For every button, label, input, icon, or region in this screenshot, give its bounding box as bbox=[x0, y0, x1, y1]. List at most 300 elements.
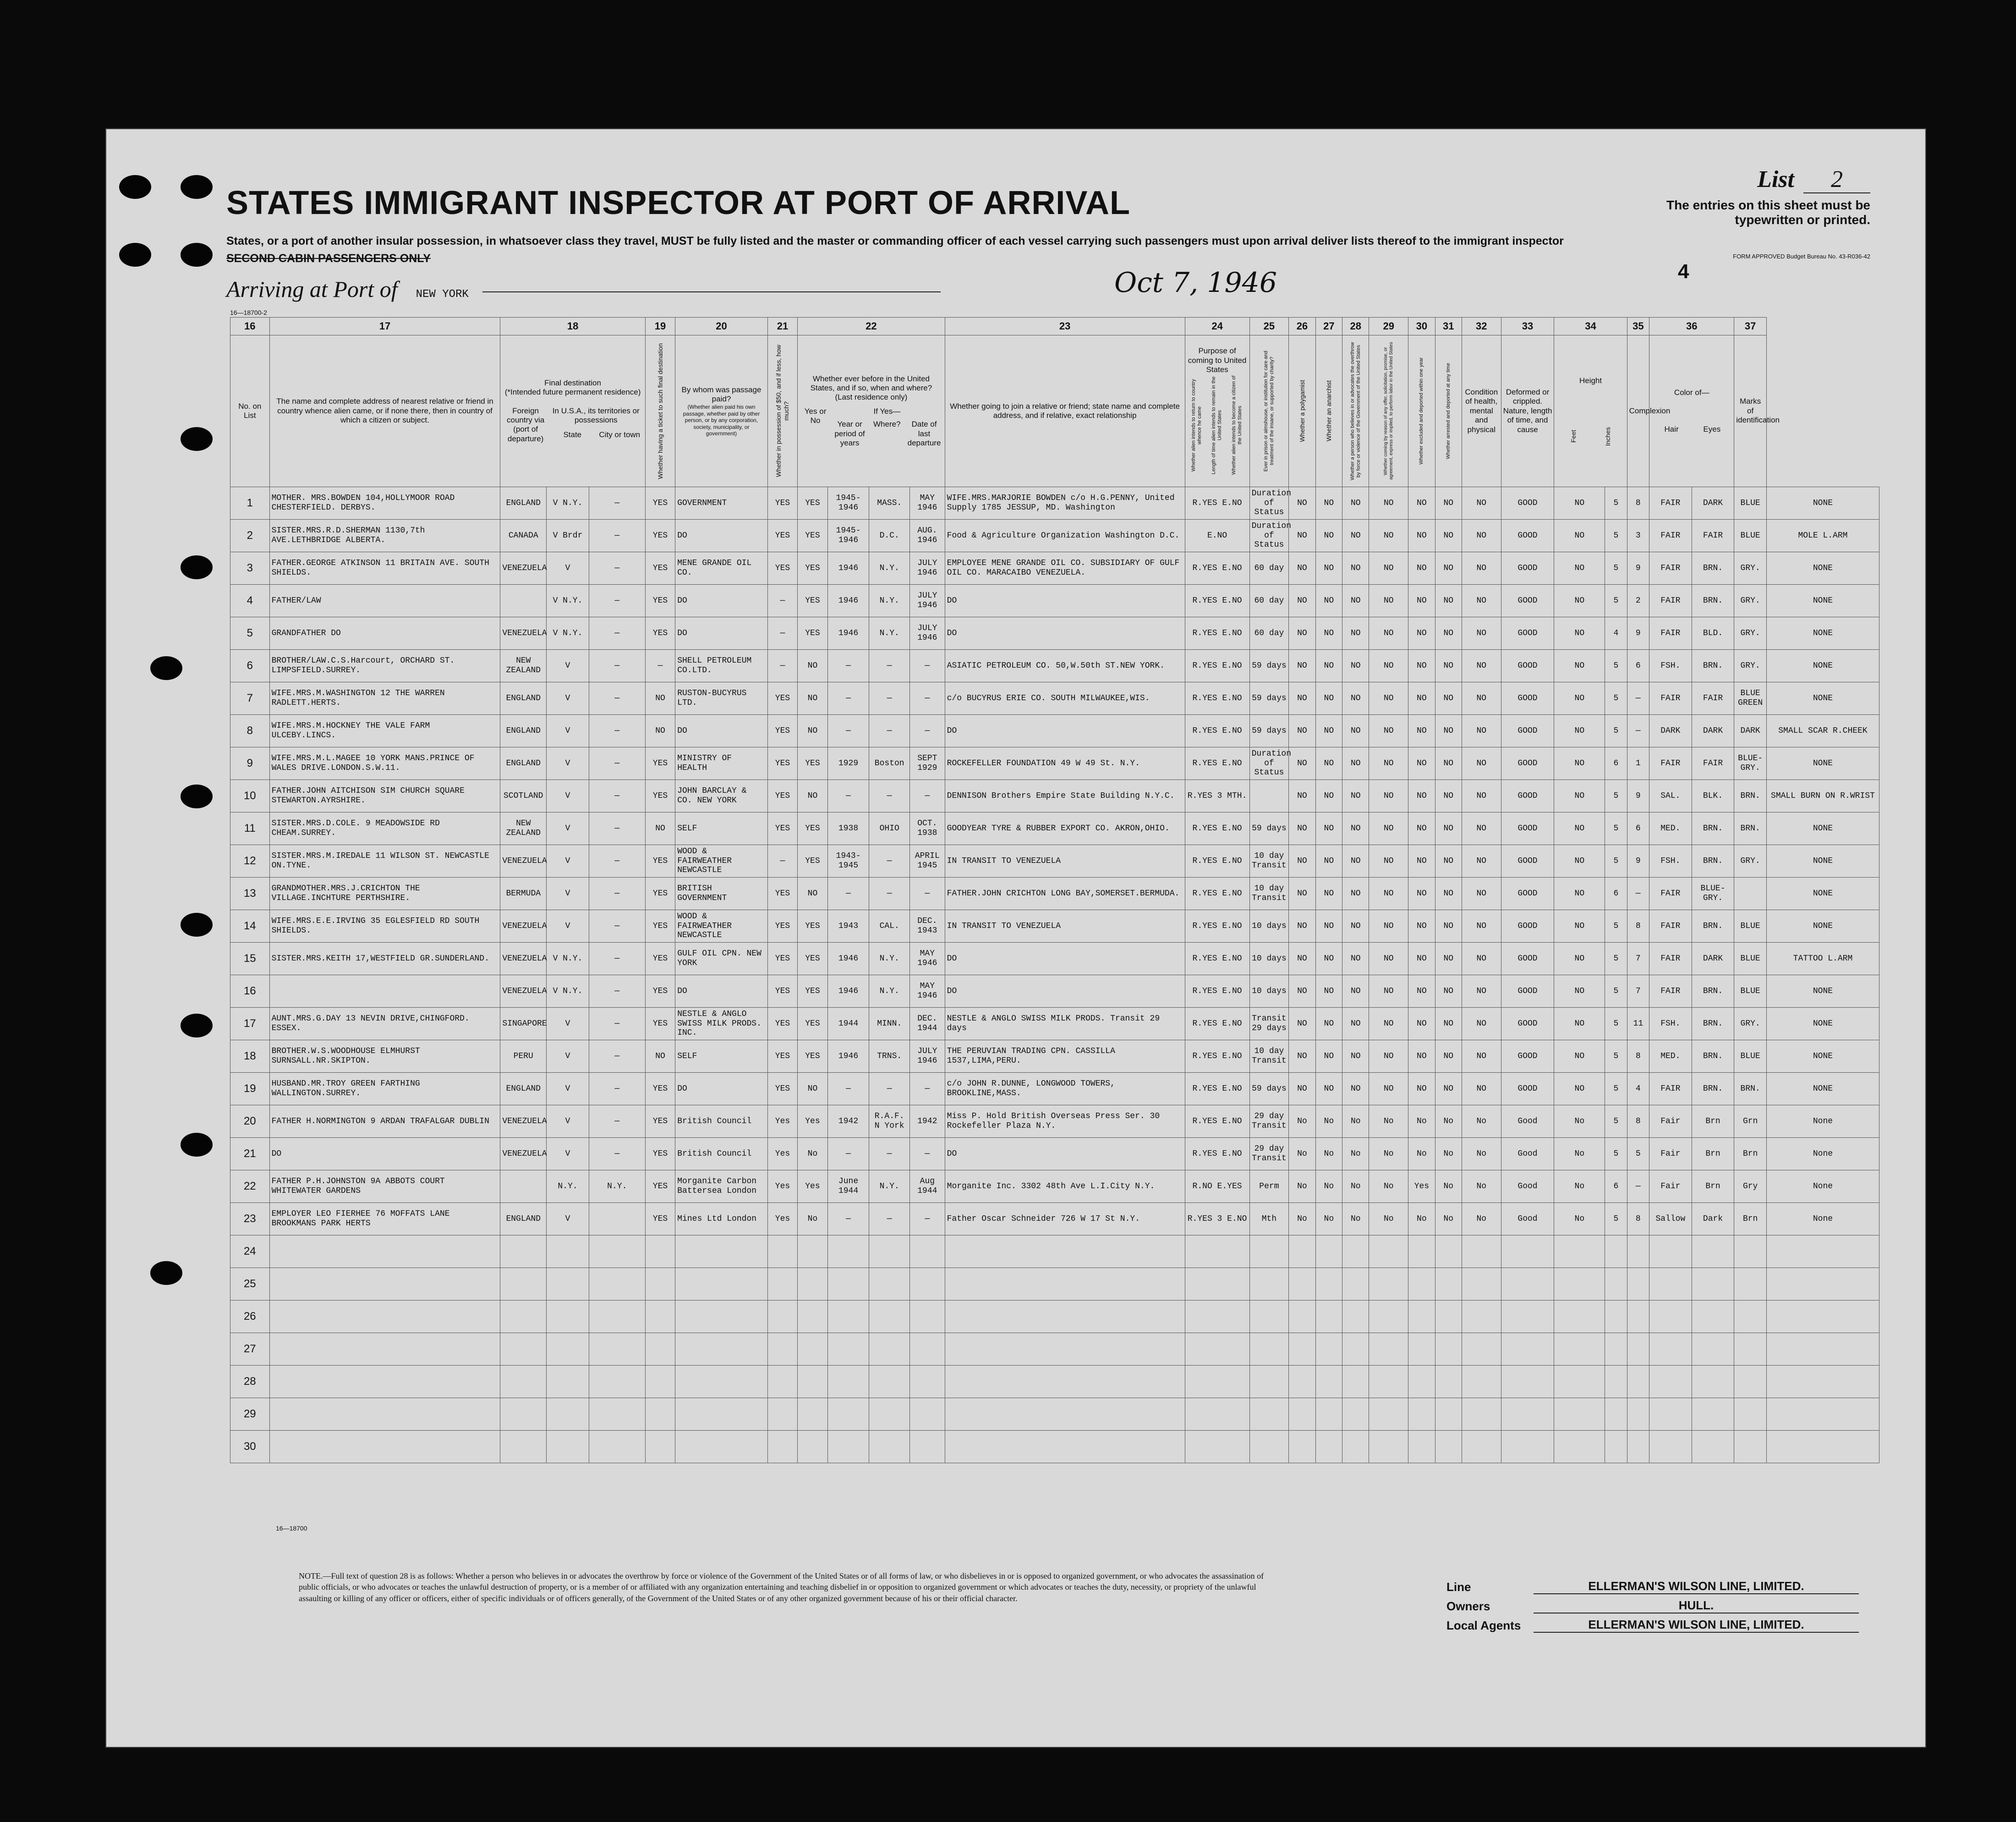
cell-length: 59 days bbox=[1249, 1073, 1289, 1105]
table-row bbox=[230, 1301, 1879, 1333]
cell-prison: NO bbox=[1289, 845, 1315, 878]
cell-complexion: DARK bbox=[1649, 715, 1692, 747]
cell-marks: NONE bbox=[1766, 1040, 1879, 1073]
cell-city: — bbox=[589, 585, 645, 617]
cell-anarchist: No bbox=[1342, 1138, 1369, 1170]
cell-before: Yes bbox=[798, 1170, 827, 1203]
cell-prison bbox=[1289, 1398, 1315, 1431]
cell-excluded: NO bbox=[1435, 520, 1462, 552]
column-header-row: No. on List The name and complete address of nearest relative or friend in country whence alien came, or if none there, then in country of which a citizen or subject. Final destination (*Intended future permanent residence) Foreign country via (port of departure) In U.S.A., its territories or possessions State City or town Whether having a ticket to such final destination By whom was passage paid? (Whether alien paid his own passage, whether paid by other person, or by any corporation, society, municipality, or government) Whether in possession of $50, and if less, how much? Whether ever before in the United States, and if so, when and where? (Last residence only) Yes or No If Yes— Year or period of years Where? Date of last departure Whether going to join a relative or friend; state name and complete address, and if relative, exact relationship Purpose of coming to United States Whether alien intends to return to country whence he came Length of time alien intends to remain in the United States Whether alien intends to become a citizen of the United States Ever in prison or almshouse, or institution for care and treatment of the insane, or supported by charity? Whether a polygamist Whether an anarchist Whether a person who believes in or advocates the overthrow by force or violence of the Government of the United States Whether coming by reason of any offer, solicitation, promise, or agreement, express or implied, to perform labor in the United States Whether excluded and deported within one year Whether arrested and deported at any time Condition of health, mental and physical Deformed or crippled. Nature, length of time, and cause Height Feet Inches Complexion Color of— Hair Eyes Marks of identification bbox=[230, 335, 1879, 487]
cell-arrested: NO bbox=[1462, 682, 1501, 715]
cell-purpose: R.YES E.NO bbox=[1185, 650, 1249, 682]
cell-complexion: FAIR bbox=[1649, 1073, 1692, 1105]
cell-country bbox=[500, 1301, 547, 1333]
cell-purpose bbox=[1185, 1268, 1249, 1301]
cell-eyes bbox=[1734, 1431, 1767, 1463]
cell-purpose: R.YES E.NO bbox=[1185, 812, 1249, 845]
cell-deformed bbox=[1554, 1333, 1605, 1366]
cell-state: V bbox=[547, 910, 589, 943]
cell-joining: ASIATIC PETROLEUM CO. 50,W.50th ST.NEW YORK. bbox=[945, 650, 1185, 682]
cell-health: GOOD bbox=[1501, 1073, 1554, 1105]
cell-money: — bbox=[767, 617, 797, 650]
table-row bbox=[230, 1398, 1879, 1431]
cell-paid bbox=[675, 1333, 768, 1366]
cell-money: YES bbox=[767, 812, 797, 845]
cell-state: V bbox=[547, 1203, 589, 1235]
cell-departure: AUG. 1946 bbox=[910, 520, 945, 552]
cell-length: 60 day bbox=[1249, 617, 1289, 650]
cell-ticket bbox=[645, 1235, 675, 1268]
cell-no: 25 bbox=[230, 1268, 270, 1301]
cell-length: 10 day Transit bbox=[1249, 1040, 1289, 1073]
cell-health: GOOD bbox=[1501, 520, 1554, 552]
question-28-note: NOTE.—Full text of question 28 is as follows: Whether a person who believes in or advocates the overthrow by force or violence of the Government of the United States or of all forms of law, or who disbelieves in or is opposed to organized government, or who advocates the assassination of public officials, or who advocates or teaches the unlawful destruction of property, or is a member of or affiliated with any organization entertaining and teaching disbelief in or opposition to organized government or which advocates or teaches the duty, necessity, or propriety of the unlawful assaulting or killing of any officer or officers, either of specific individuals or of officers generally, of the Government of the United States or of any other organized government because of his or their official character. bbox=[299, 1571, 1264, 1603]
cell-hair: FAIR bbox=[1692, 682, 1734, 715]
cell-city: — bbox=[589, 975, 645, 1008]
cell-paid: MINISTRY OF HEALTH bbox=[675, 747, 768, 780]
cell-polygamist bbox=[1315, 1366, 1342, 1398]
cell-anarchist: NO bbox=[1342, 878, 1369, 910]
cell-state bbox=[547, 1366, 589, 1398]
cell-overthrow bbox=[1369, 1301, 1408, 1333]
table-row bbox=[230, 552, 1879, 585]
arrival-date: Oct 7, 1946 bbox=[1114, 267, 1277, 299]
cell-feet bbox=[1605, 1333, 1627, 1366]
cell-excluded bbox=[1435, 1301, 1462, 1333]
cell-hair: BRN. bbox=[1692, 1040, 1734, 1073]
cell-money: YES bbox=[767, 943, 797, 975]
cell-paid: RUSTON-BUCYRUS LTD. bbox=[675, 682, 768, 715]
cell-state: N.Y. bbox=[547, 1170, 589, 1203]
cell-health bbox=[1501, 1268, 1554, 1301]
owners-value: HULL. bbox=[1534, 1598, 1859, 1613]
cell-no: 22 bbox=[230, 1170, 270, 1203]
cell-length: Duration of Status bbox=[1249, 487, 1289, 520]
cell-departure: JULY 1946 bbox=[910, 1040, 945, 1073]
cell-length: Perm bbox=[1249, 1170, 1289, 1203]
cell-hair bbox=[1692, 1268, 1734, 1301]
cell-deformed: NO bbox=[1554, 1040, 1605, 1073]
cell-city: — bbox=[589, 715, 645, 747]
cell-labor: NO bbox=[1408, 617, 1435, 650]
cell-polygamist bbox=[1315, 1398, 1342, 1431]
cell-inches: — bbox=[1627, 878, 1649, 910]
cell-complexion: FSH. bbox=[1649, 650, 1692, 682]
cell-excluded: No bbox=[1435, 1105, 1462, 1138]
cell-anarchist: No bbox=[1342, 1203, 1369, 1235]
cell-money: — bbox=[767, 650, 797, 682]
cell-arrested: NO bbox=[1462, 520, 1501, 552]
cell-complexion: FAIR bbox=[1649, 617, 1692, 650]
cell-polygamist bbox=[1315, 1268, 1342, 1301]
cell-before: YES bbox=[798, 975, 827, 1008]
cell-overthrow: NO bbox=[1369, 617, 1408, 650]
cell-labor bbox=[1408, 1235, 1435, 1268]
cell-ticket bbox=[645, 1431, 675, 1463]
cell-complexion bbox=[1649, 1333, 1692, 1366]
cell-polygamist: NO bbox=[1315, 1008, 1342, 1040]
cell-inches: 6 bbox=[1627, 650, 1649, 682]
cell-complexion: FAIR bbox=[1649, 487, 1692, 520]
cell-country: VENEZUELA bbox=[500, 845, 547, 878]
cell-deformed: NO bbox=[1554, 650, 1605, 682]
cell-complexion: FAIR bbox=[1649, 747, 1692, 780]
cell-excluded: NO bbox=[1435, 552, 1462, 585]
cell-feet: 5 bbox=[1605, 650, 1627, 682]
cell-relative bbox=[269, 1366, 500, 1398]
cell-before: YES bbox=[798, 910, 827, 943]
cell-inches: 7 bbox=[1627, 943, 1649, 975]
cell-relative: FATHER/LAW bbox=[269, 585, 500, 617]
cell-health bbox=[1501, 1301, 1554, 1333]
cell-excluded: NO bbox=[1435, 910, 1462, 943]
table-row bbox=[230, 780, 1879, 812]
cell-length: 10 days bbox=[1249, 943, 1289, 975]
cell-labor: No bbox=[1408, 1105, 1435, 1138]
cell-polygamist bbox=[1315, 1333, 1342, 1366]
cell-paid: British Council bbox=[675, 1105, 768, 1138]
cell-marks: SMALL BURN ON R.WRIST bbox=[1766, 780, 1879, 812]
cell-no: 28 bbox=[230, 1366, 270, 1398]
cell-prison: NO bbox=[1289, 1073, 1315, 1105]
table-row bbox=[230, 878, 1879, 910]
cell-length: 59 days bbox=[1249, 812, 1289, 845]
cell-years bbox=[827, 1235, 869, 1268]
cell-no: 20 bbox=[230, 1105, 270, 1138]
cell-state bbox=[547, 1431, 589, 1463]
cell-eyes bbox=[1734, 1333, 1767, 1366]
cell-city: — bbox=[589, 780, 645, 812]
cell-state bbox=[547, 1235, 589, 1268]
cell-purpose: R.YES E.NO bbox=[1185, 617, 1249, 650]
cell-arrested: NO bbox=[1462, 878, 1501, 910]
cell-feet: 5 bbox=[1605, 1073, 1627, 1105]
cell-joining: DO bbox=[945, 715, 1185, 747]
cell-prison: No bbox=[1289, 1203, 1315, 1235]
cell-no: 5 bbox=[230, 617, 270, 650]
cell-inches: 2 bbox=[1627, 585, 1649, 617]
cell-deformed: NO bbox=[1554, 487, 1605, 520]
cell-years bbox=[827, 1268, 869, 1301]
cell-inches: — bbox=[1627, 715, 1649, 747]
cell-hair: BRN. bbox=[1692, 552, 1734, 585]
cell-prison: No bbox=[1289, 1105, 1315, 1138]
cell-purpose bbox=[1185, 1366, 1249, 1398]
cell-inches: — bbox=[1627, 682, 1649, 715]
cell-country bbox=[500, 1170, 547, 1203]
cell-where: — bbox=[869, 1073, 910, 1105]
cell-eyes: BRN. bbox=[1734, 1073, 1767, 1105]
cell-polygamist bbox=[1315, 1431, 1342, 1463]
cell-eyes: BLUE GREEN bbox=[1734, 682, 1767, 715]
cell-anarchist: NO bbox=[1342, 812, 1369, 845]
footer-code: 16—18700 bbox=[276, 1525, 307, 1532]
cell-labor: NO bbox=[1408, 682, 1435, 715]
cell-country: ENGLAND bbox=[500, 1203, 547, 1235]
cell-prison bbox=[1289, 1333, 1315, 1366]
cell-paid: GOVERNMENT bbox=[675, 487, 768, 520]
cell-overthrow: NO bbox=[1369, 520, 1408, 552]
cell-arrested bbox=[1462, 1333, 1501, 1366]
cell-overthrow: NO bbox=[1369, 845, 1408, 878]
cell-years: — bbox=[827, 715, 869, 747]
cell-arrested: NO bbox=[1462, 910, 1501, 943]
cell-labor bbox=[1408, 1398, 1435, 1431]
cell-overthrow bbox=[1369, 1431, 1408, 1463]
cell-paid: SELF bbox=[675, 1040, 768, 1073]
cell-years: — bbox=[827, 780, 869, 812]
cell-years: — bbox=[827, 650, 869, 682]
cell-before: NO bbox=[798, 1073, 827, 1105]
cell-deformed: NO bbox=[1554, 552, 1605, 585]
cell-complexion: FSH. bbox=[1649, 1008, 1692, 1040]
cell-deformed bbox=[1554, 1301, 1605, 1333]
cell-paid: British Council bbox=[675, 1138, 768, 1170]
cell-money: YES bbox=[767, 552, 797, 585]
cell-city: — bbox=[589, 943, 645, 975]
cell-relative bbox=[269, 1431, 500, 1463]
manifest-body bbox=[230, 487, 1879, 1463]
cell-inches bbox=[1627, 1301, 1649, 1333]
cell-inches: 1 bbox=[1627, 747, 1649, 780]
cell-where: N.Y. bbox=[869, 943, 910, 975]
cell-money: YES bbox=[767, 747, 797, 780]
cell-country: VENEZUELA bbox=[500, 617, 547, 650]
cell-overthrow: No bbox=[1369, 1138, 1408, 1170]
cell-deformed: No bbox=[1554, 1170, 1605, 1203]
cell-purpose bbox=[1185, 1398, 1249, 1431]
cell-complexion: FAIR bbox=[1649, 520, 1692, 552]
cell-labor: NO bbox=[1408, 943, 1435, 975]
cell-city: — bbox=[589, 1138, 645, 1170]
cell-excluded: No bbox=[1435, 1203, 1462, 1235]
cell-prison: NO bbox=[1289, 780, 1315, 812]
cell-health bbox=[1501, 1366, 1554, 1398]
cell-purpose bbox=[1185, 1235, 1249, 1268]
cell-joining: IN TRANSIT TO VENEZUELA bbox=[945, 845, 1185, 878]
cell-labor: NO bbox=[1408, 1040, 1435, 1073]
cell-complexion: Sallow bbox=[1649, 1203, 1692, 1235]
cell-complexion: FAIR bbox=[1649, 878, 1692, 910]
cell-departure: SEPT 1929 bbox=[910, 747, 945, 780]
cell-marks bbox=[1766, 1301, 1879, 1333]
cell-eyes: BLUE-GRY. bbox=[1734, 747, 1767, 780]
cell-polygamist bbox=[1315, 1235, 1342, 1268]
cell-feet: 5 bbox=[1605, 910, 1627, 943]
cell-anarchist: NO bbox=[1342, 715, 1369, 747]
cell-ticket: YES bbox=[645, 1073, 675, 1105]
cell-years: — bbox=[827, 1203, 869, 1235]
cell-paid: Mines Ltd London bbox=[675, 1203, 768, 1235]
cell-overthrow: NO bbox=[1369, 910, 1408, 943]
cell-health: GOOD bbox=[1501, 975, 1554, 1008]
cell-arrested: NO bbox=[1462, 1008, 1501, 1040]
cell-labor bbox=[1408, 1333, 1435, 1366]
cell-labor: NO bbox=[1408, 487, 1435, 520]
cell-departure bbox=[910, 1268, 945, 1301]
cell-labor: NO bbox=[1408, 812, 1435, 845]
cell-ticket: YES bbox=[645, 585, 675, 617]
cell-where: — bbox=[869, 878, 910, 910]
cell-inches: 8 bbox=[1627, 1203, 1649, 1235]
cell-joining: DO bbox=[945, 585, 1185, 617]
cell-paid: SHELL PETROLEUM CO.LTD. bbox=[675, 650, 768, 682]
cell-relative: FATHER H.NORMINGTON 9 ARDAN TRAFALGAR DUBLIN bbox=[269, 1105, 500, 1138]
table-row bbox=[230, 487, 1879, 520]
cell-eyes: Brn bbox=[1734, 1138, 1767, 1170]
cell-polygamist: NO bbox=[1315, 1073, 1342, 1105]
cell-health: Good bbox=[1501, 1203, 1554, 1235]
cell-prison: NO bbox=[1289, 1008, 1315, 1040]
cell-overthrow: NO bbox=[1369, 1008, 1408, 1040]
cell-money bbox=[767, 1235, 797, 1268]
cell-eyes bbox=[1734, 1235, 1767, 1268]
cell-city: — bbox=[589, 1105, 645, 1138]
cell-arrested: NO bbox=[1462, 1040, 1501, 1073]
cell-deformed: No bbox=[1554, 1203, 1605, 1235]
cell-excluded bbox=[1435, 1268, 1462, 1301]
cell-prison: NO bbox=[1289, 910, 1315, 943]
cell-years: 1946 bbox=[827, 552, 869, 585]
cell-labor bbox=[1408, 1301, 1435, 1333]
cell-state: V bbox=[547, 552, 589, 585]
cell-hair bbox=[1692, 1398, 1734, 1431]
cell-departure: 1942 bbox=[910, 1105, 945, 1138]
cell-paid bbox=[675, 1235, 768, 1268]
cell-marks bbox=[1766, 1268, 1879, 1301]
cell-anarchist: NO bbox=[1342, 910, 1369, 943]
cell-years: 1944 bbox=[827, 1008, 869, 1040]
cell-money: Yes bbox=[767, 1138, 797, 1170]
cell-complexion bbox=[1649, 1431, 1692, 1463]
cell-purpose: R.YES E.NO bbox=[1185, 1138, 1249, 1170]
cell-length bbox=[1249, 780, 1289, 812]
cell-no: 11 bbox=[230, 812, 270, 845]
cell-where: MASS. bbox=[869, 487, 910, 520]
cell-excluded bbox=[1435, 1431, 1462, 1463]
cell-excluded: NO bbox=[1435, 682, 1462, 715]
cell-complexion: Fair bbox=[1649, 1138, 1692, 1170]
cell-feet: 5 bbox=[1605, 1040, 1627, 1073]
cell-anarchist bbox=[1342, 1431, 1369, 1463]
cell-labor bbox=[1408, 1268, 1435, 1301]
cell-where bbox=[869, 1333, 910, 1366]
cell-purpose: R.YES 3 MTH. bbox=[1185, 780, 1249, 812]
cell-departure: Aug 1944 bbox=[910, 1170, 945, 1203]
cell-overthrow: NO bbox=[1369, 812, 1408, 845]
table-row bbox=[230, 715, 1879, 747]
cell-state bbox=[547, 1301, 589, 1333]
cell-joining: Miss P. Hold British Overseas Press Ser. 30 Rockefeller Plaza N.Y. bbox=[945, 1105, 1185, 1138]
cell-length bbox=[1249, 1366, 1289, 1398]
cell-purpose: R.NO E.YES bbox=[1185, 1170, 1249, 1203]
cell-polygamist: No bbox=[1315, 1105, 1342, 1138]
cell-paid: DO bbox=[675, 617, 768, 650]
cell-anarchist bbox=[1342, 1301, 1369, 1333]
cell-relative: GRANDMOTHER.MRS.J.CRICHTON THE VILLAGE.INCHTURE PERTHSHIRE. bbox=[269, 878, 500, 910]
cell-joining: Father Oscar Schneider 726 W 17 St N.Y. bbox=[945, 1203, 1185, 1235]
cell-purpose: R.YES E.NO bbox=[1185, 878, 1249, 910]
table-row bbox=[230, 747, 1879, 780]
cell-purpose bbox=[1185, 1431, 1249, 1463]
cell-city: — bbox=[589, 1008, 645, 1040]
cell-arrested: NO bbox=[1462, 650, 1501, 682]
cell-hair: BRN. bbox=[1692, 910, 1734, 943]
cell-country: ENGLAND bbox=[500, 715, 547, 747]
cell-joining: THE PERUVIAN TRADING CPN. CASSILLA 1537,LIMA,PERU. bbox=[945, 1040, 1185, 1073]
cell-relative: BROTHER/LAW.C.S.Harcourt, ORCHARD ST. LIMPSFIELD.SURREY. bbox=[269, 650, 500, 682]
cell-ticket: NO bbox=[645, 1040, 675, 1073]
cell-deformed bbox=[1554, 1366, 1605, 1398]
cell-prison: NO bbox=[1289, 617, 1315, 650]
cell-where bbox=[869, 1398, 910, 1431]
cell-relative: FATHER.JOHN AITCHISON SIM CHURCH SQUARE STEWARTON.AYRSHIRE. bbox=[269, 780, 500, 812]
cell-prison: NO bbox=[1289, 975, 1315, 1008]
cell-purpose: R.YES E.NO bbox=[1185, 487, 1249, 520]
cell-length: 60 day bbox=[1249, 585, 1289, 617]
cell-length: 59 days bbox=[1249, 715, 1289, 747]
cell-paid bbox=[675, 1268, 768, 1301]
cell-relative: WIFE.MRS.M.L.MAGEE 10 YORK MANS.PRINCE OF WALES DRIVE.LONDON.S.W.11. bbox=[269, 747, 500, 780]
table-row bbox=[230, 1073, 1879, 1105]
cell-money: Yes bbox=[767, 1203, 797, 1235]
cell-country bbox=[500, 585, 547, 617]
cell-city: — bbox=[589, 617, 645, 650]
cell-feet bbox=[1605, 1431, 1627, 1463]
cell-inches: 8 bbox=[1627, 1040, 1649, 1073]
cell-feet: 5 bbox=[1605, 585, 1627, 617]
cell-ticket: YES bbox=[645, 845, 675, 878]
table-row bbox=[230, 1366, 1879, 1398]
cell-prison: NO bbox=[1289, 487, 1315, 520]
cell-joining: GOODYEAR TYRE & RUBBER EXPORT CO. AKRON,OHIO. bbox=[945, 812, 1185, 845]
cell-feet bbox=[1605, 1268, 1627, 1301]
cell-purpose: R.YES E.NO bbox=[1185, 1105, 1249, 1138]
cell-state: V bbox=[547, 682, 589, 715]
cell-no: 26 bbox=[230, 1301, 270, 1333]
page-title: STATES IMMIGRANT INSPECTOR AT PORT OF ARRIVAL bbox=[226, 185, 1130, 221]
cell-where: MINN. bbox=[869, 1008, 910, 1040]
cell-deformed: NO bbox=[1554, 1008, 1605, 1040]
cell-country: VENEZUELA bbox=[500, 1105, 547, 1138]
cell-purpose: R.YES E.NO bbox=[1185, 552, 1249, 585]
cell-years: — bbox=[827, 1138, 869, 1170]
cell-overthrow bbox=[1369, 1235, 1408, 1268]
table-row bbox=[230, 682, 1879, 715]
cell-years: 1946 bbox=[827, 617, 869, 650]
cell-prison: NO bbox=[1289, 747, 1315, 780]
cell-polygamist: NO bbox=[1315, 747, 1342, 780]
cell-excluded: NO bbox=[1435, 812, 1462, 845]
cell-years: 1943-1945 bbox=[827, 845, 869, 878]
cell-overthrow: NO bbox=[1369, 552, 1408, 585]
cell-where: — bbox=[869, 682, 910, 715]
cell-hair bbox=[1692, 1431, 1734, 1463]
manifest-sheet bbox=[106, 129, 1925, 1747]
cell-deformed: No bbox=[1554, 1105, 1605, 1138]
cell-before: YES bbox=[798, 585, 827, 617]
cell-labor: NO bbox=[1408, 747, 1435, 780]
cell-no: 10 bbox=[230, 780, 270, 812]
cell-marks: NONE bbox=[1766, 617, 1879, 650]
cell-health: GOOD bbox=[1501, 943, 1554, 975]
cell-excluded: NO bbox=[1435, 975, 1462, 1008]
cell-before: NO bbox=[798, 715, 827, 747]
cell-length bbox=[1249, 1301, 1289, 1333]
cell-complexion bbox=[1649, 1268, 1692, 1301]
cell-overthrow: NO bbox=[1369, 747, 1408, 780]
cell-deformed: NO bbox=[1554, 910, 1605, 943]
